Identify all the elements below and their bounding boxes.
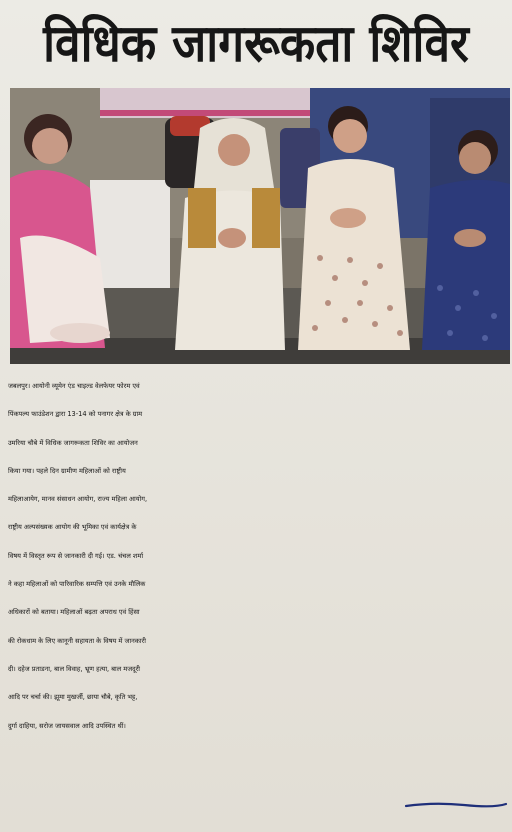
body-line: आदि पर चर्चा की। झूमा मुखर्जी, छाया चौबे, कृति भट्ट,	[8, 693, 138, 702]
body-line: महिलाआयेग, मानव संसाधन आयोग, राज्य महिला आयोग,	[8, 495, 148, 504]
body-line: अधिकारों को बताया। महिलाओं बढ़ता अपराध एवं हिंसा	[8, 608, 140, 617]
body-line: विषय में विस्तृत रूप से जानकारी दी गई। एड. चंचल शर्मा	[8, 551, 144, 560]
headline: विधिक जागरूकता शिविर	[43, 12, 469, 74]
body-line: की रोकधाम के लिए कानूनी सहायता के विषय में जानकारी	[8, 636, 146, 645]
article-body	[8, 372, 508, 740]
pen-underline-mark	[404, 800, 508, 810]
body-line: पिंकपल्य फाउंडेशन द्वारा 13-14 को पनागर क्षेत्र के ग्राम	[8, 410, 143, 419]
body-line: जबलपुर। आयोनी व्यूमेन एंड चाइल्ड वेलफेयर फोरम एवं	[8, 382, 140, 390]
body-line: दी। दहेज प्रताडना, बाल विवाह, भ्रूण हत्या, बाल मजदूरी	[8, 664, 140, 673]
body-line: उमरिया चौबे में विधिक जागरूकता शिविर का आयोजन	[8, 438, 138, 447]
body-line: किया गया। पहले दिन ग्रामीण महिलाओं को राष्ट्रीय	[8, 466, 126, 475]
body-line: राष्ट्रीय अल्पसंख्यक आयोग की भूमिका एवं कार्यक्षेत्र के	[8, 523, 137, 532]
body-line: दुर्गा दाहिया, सरोज जायसवाल आदि उपस्थित थीं।	[8, 721, 126, 730]
news-photo	[10, 88, 510, 364]
body-line: ने कहा महिलाओं को पारिवारिक सम्पत्ति एवं उनके मौलिक	[8, 580, 146, 589]
photo-illustration	[10, 88, 510, 364]
